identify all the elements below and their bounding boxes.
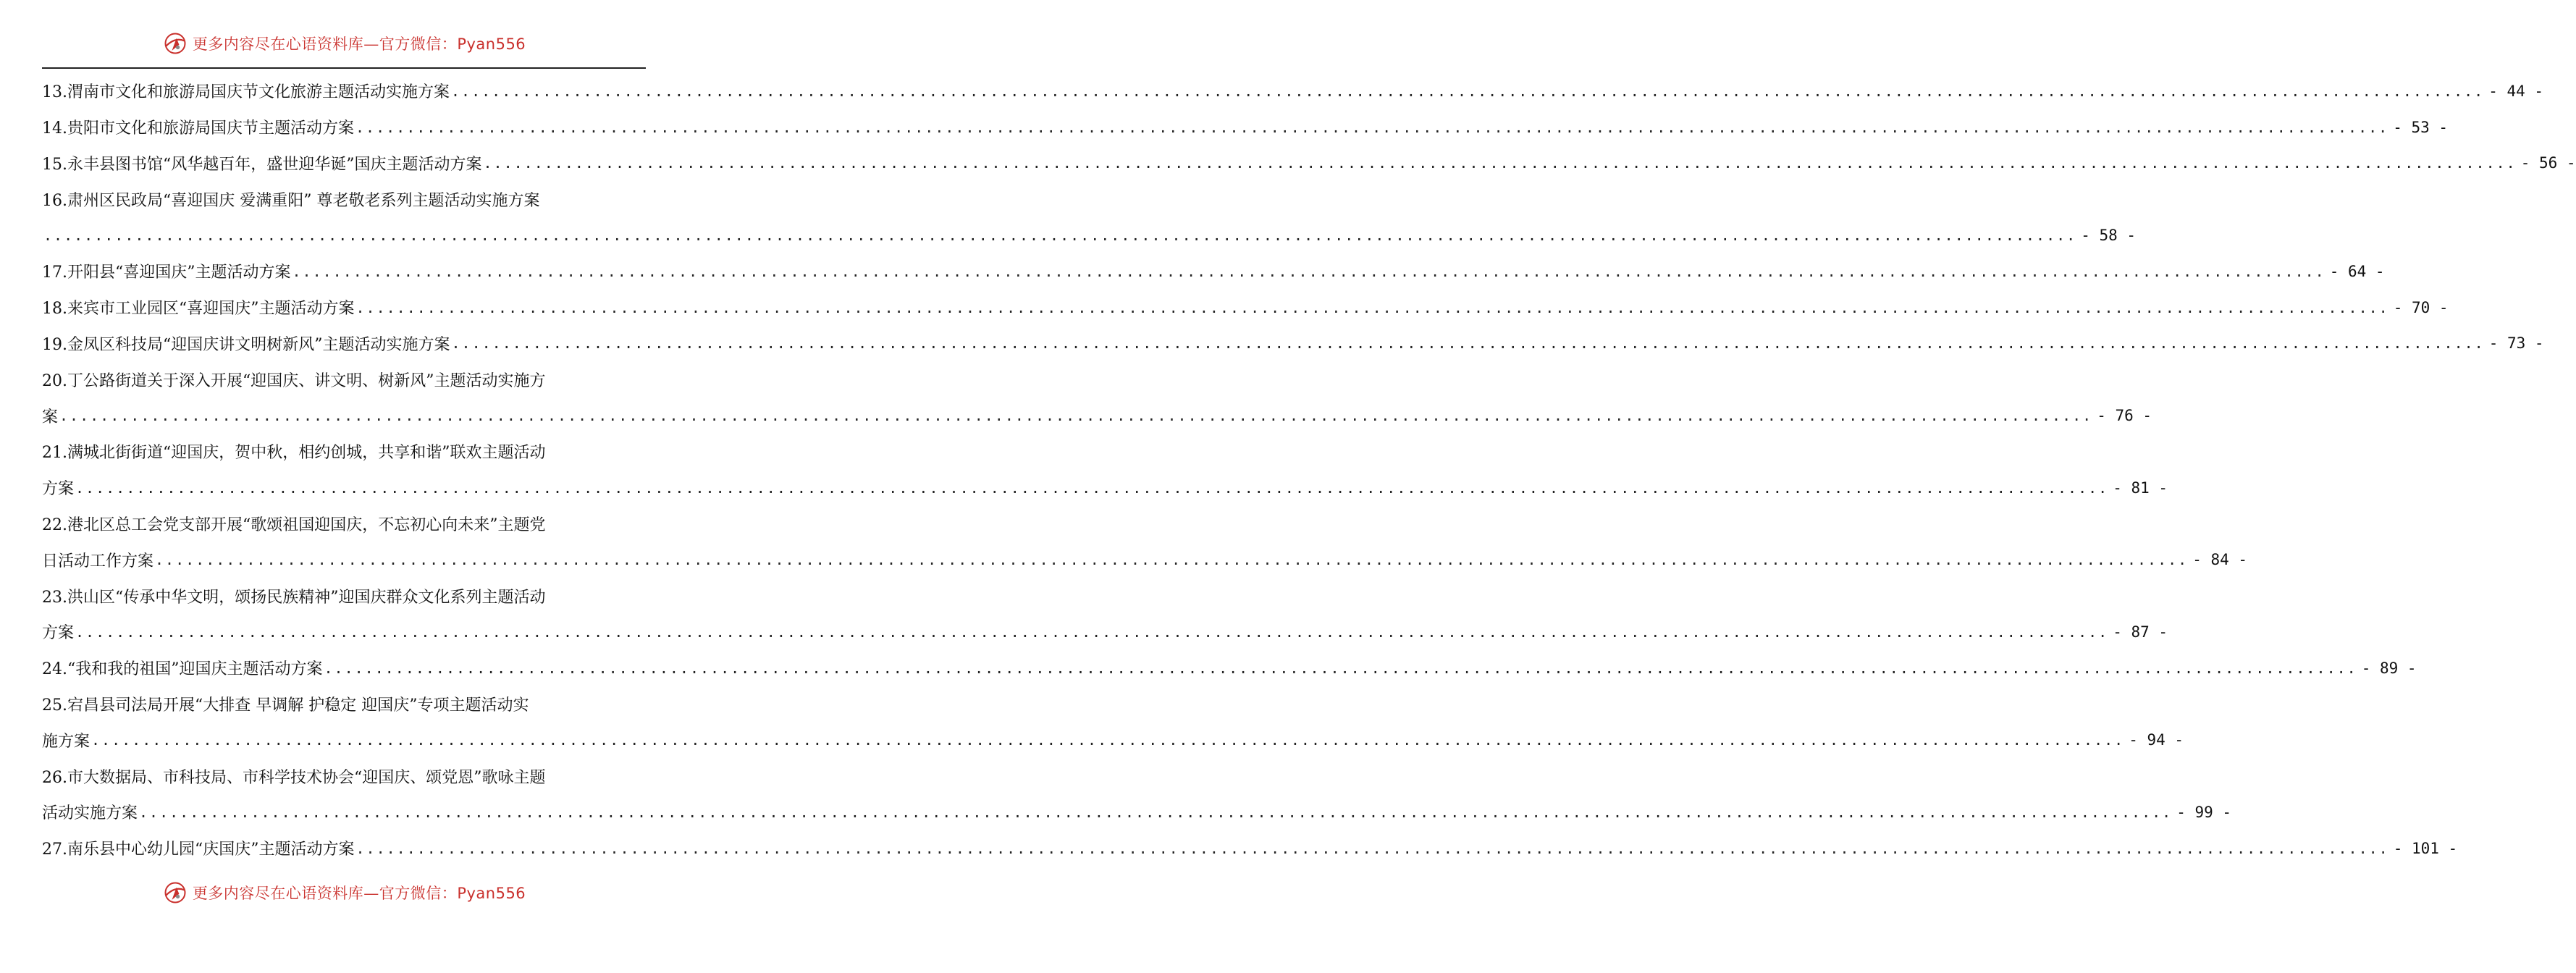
toc-page-number: - 99 - [2176, 803, 2232, 821]
dot-leader: ........................................................................................................................................................................................................ [59, 407, 2093, 425]
toc-entry-title: 23.洪山区“传承中华文明，颂扬民族精神”迎国庆群众文化系列主题活动 [42, 588, 546, 607]
toc-entry-title: 25.宕昌县司法局开展“大排查 早调解 护稳定 迎国庆”专项主题活动实 [42, 696, 529, 715]
toc-page-number: - 58 - [2081, 227, 2137, 245]
toc-line [42, 397, 2152, 434]
toc-page-number: - 53 - [2393, 118, 2449, 136]
toc-page-number: - 89 - [2361, 659, 2417, 677]
toc-entry[interactable] [42, 290, 2449, 326]
toc-line [42, 73, 2544, 109]
toc-entry-title: 方案 [42, 624, 75, 643]
logo-icon [162, 30, 188, 56]
toc-line [42, 830, 2458, 867]
header-banner-handle: Pyan556 [457, 35, 526, 53]
toc-entry-title: 20.丁公路街道关于深入开展“迎国庆、讲文明、树新风”主题活动实施方 [42, 371, 546, 390]
table-of-contents [42, 73, 2576, 867]
toc-entry-title: 活动实施方案 [42, 804, 138, 823]
toc-line [42, 542, 2248, 578]
toc-line [42, 578, 646, 614]
toc-line [42, 253, 2385, 290]
toc-entry-title: 15.永丰县图书馆“风华越百年，盛世迎华诞”国庆主题活动方案 [42, 155, 482, 174]
toc-entry[interactable] [42, 506, 2248, 578]
dot-leader: ........................................................................................................................................................................................................ [451, 82, 2485, 100]
dot-leader: ........................................................................................................................................................................................................ [292, 262, 2325, 280]
dot-leader: ........................................................................................................................................................................................................ [324, 659, 2357, 677]
toc-page-number: - 81 - [2113, 479, 2168, 497]
toc-line [42, 217, 2137, 253]
toc-entry[interactable] [42, 830, 2458, 867]
toc-entry-title: 日活动工作方案 [42, 552, 154, 570]
toc-page-number: - 73 - [2488, 334, 2544, 353]
toc-entry[interactable] [42, 146, 2576, 182]
toc-entry-title: 施方案 [42, 732, 91, 751]
toc-page-number: - 94 - [2129, 731, 2184, 749]
dot-leader: ........................................................................................................................................................................................................ [75, 479, 2109, 497]
toc-entry-title: 13.渭南市文化和旅游局国庆节文化旅游主题活动实施方案 [42, 83, 450, 102]
toc-line [42, 614, 2168, 650]
toc-line [42, 470, 2168, 506]
toc-entry[interactable] [42, 758, 2232, 830]
toc-entry[interactable] [42, 578, 2168, 650]
toc-entry[interactable] [42, 326, 2544, 362]
toc-page-number: - 101 - [2393, 839, 2458, 857]
toc-page-number: - 56 - [2520, 154, 2576, 172]
dot-leader: ........................................................................................................................................................................................................ [155, 551, 2189, 569]
toc-entry[interactable] [42, 253, 2385, 290]
toc-entry[interactable] [42, 181, 2137, 253]
toc-entry-title: 22.港北区总工会党支部开展“歌颂祖国迎国庆，不忘初心向未来”主题党 [42, 515, 546, 534]
toc-entry[interactable] [42, 109, 2449, 146]
toc-entry-title: 18.来宾市工业园区“喜迎国庆”主题活动方案 [42, 300, 355, 319]
toc-line [42, 506, 646, 542]
toc-entry-title: 24.“我和我的祖国”迎国庆主题活动方案 [42, 660, 323, 679]
toc-entry-title: 21.满城北街街道“迎国庆，贺中秋，相约创城，共享和谐”联欢主题活动 [42, 444, 546, 463]
toc-line [42, 290, 2449, 326]
dot-leader: ........................................................................................................................................................................................................ [139, 803, 2173, 821]
toc-page-number: - 87 - [2113, 623, 2168, 641]
toc-entry[interactable] [42, 686, 2184, 759]
toc-line [42, 146, 2576, 182]
toc-entry-title: 26.市大数据局、市科技局、市科学技术协会“迎国庆、颂党恩”歌咏主题 [42, 768, 546, 787]
footer-banner-text: 更多内容尽在心语资料库—官方微信： [192, 885, 458, 902]
dot-leader: ........................................................................................................................................................................................................ [355, 298, 2389, 316]
toc-entry-title: 16.肃州区民政局“喜迎国庆 爱满重阳” 尊老敬老系列主题活动实施方案 [42, 191, 540, 210]
toc-line [42, 181, 646, 217]
toc-line [42, 650, 2417, 686]
dot-leader: ........................................................................................................................................................................................................ [91, 731, 2125, 749]
toc-entry[interactable] [42, 434, 2168, 506]
toc-line [42, 326, 2544, 362]
toc-entry[interactable] [42, 73, 2544, 109]
header-banner-text: 更多内容尽在心语资料库—官方微信： [192, 35, 458, 53]
dot-leader: ........................................................................................................................................................................................................ [355, 839, 2389, 857]
toc-line [42, 109, 2449, 146]
header-banner [0, 25, 688, 62]
toc-line [42, 758, 646, 794]
dot-leader: ........................................................................................................................................................................................................ [483, 154, 2517, 172]
toc-entry-title: 14.贵阳市文化和旅游局国庆节主题活动方案 [42, 119, 354, 138]
toc-line [42, 722, 2184, 758]
toc-entry-title: 17.开阳县“喜迎国庆”主题活动方案 [42, 264, 291, 282]
toc-page-number: - 76 - [2097, 407, 2152, 425]
header-rule [42, 67, 646, 69]
dot-leader: ........................................................................................................................................................................................................ [355, 118, 2389, 136]
toc-line [42, 361, 646, 397]
toc-entry-title: 方案 [42, 480, 75, 499]
footer-banner-handle: Pyan556 [457, 885, 526, 902]
toc-page-number: - 70 - [2393, 298, 2449, 316]
toc-page-number: - 64 - [2329, 262, 2385, 280]
toc-line [42, 686, 646, 723]
footer-banner [0, 875, 688, 911]
dot-leader: ........................................................................................................................................................................................................ [43, 227, 2077, 245]
toc-page-number: - 84 - [2192, 551, 2248, 569]
dot-leader: ........................................................................................................................................................................................................ [451, 334, 2485, 353]
toc-page-number: - 44 - [2488, 82, 2544, 100]
dot-leader: ........................................................................................................................................................................................................ [75, 623, 2109, 641]
toc-entry-title: 27.南乐县中心幼儿园“庆国庆”主题活动方案 [42, 841, 355, 859]
toc-line [42, 794, 2232, 830]
toc-entry[interactable] [42, 650, 2417, 686]
toc-line [42, 434, 646, 470]
logo-icon [162, 880, 188, 906]
toc-entry-title: 19.金凤区科技局“迎国庆讲文明树新风”主题活动实施方案 [42, 335, 450, 354]
toc-entry[interactable] [42, 361, 2152, 434]
toc-entry-title: 案 [42, 408, 59, 426]
